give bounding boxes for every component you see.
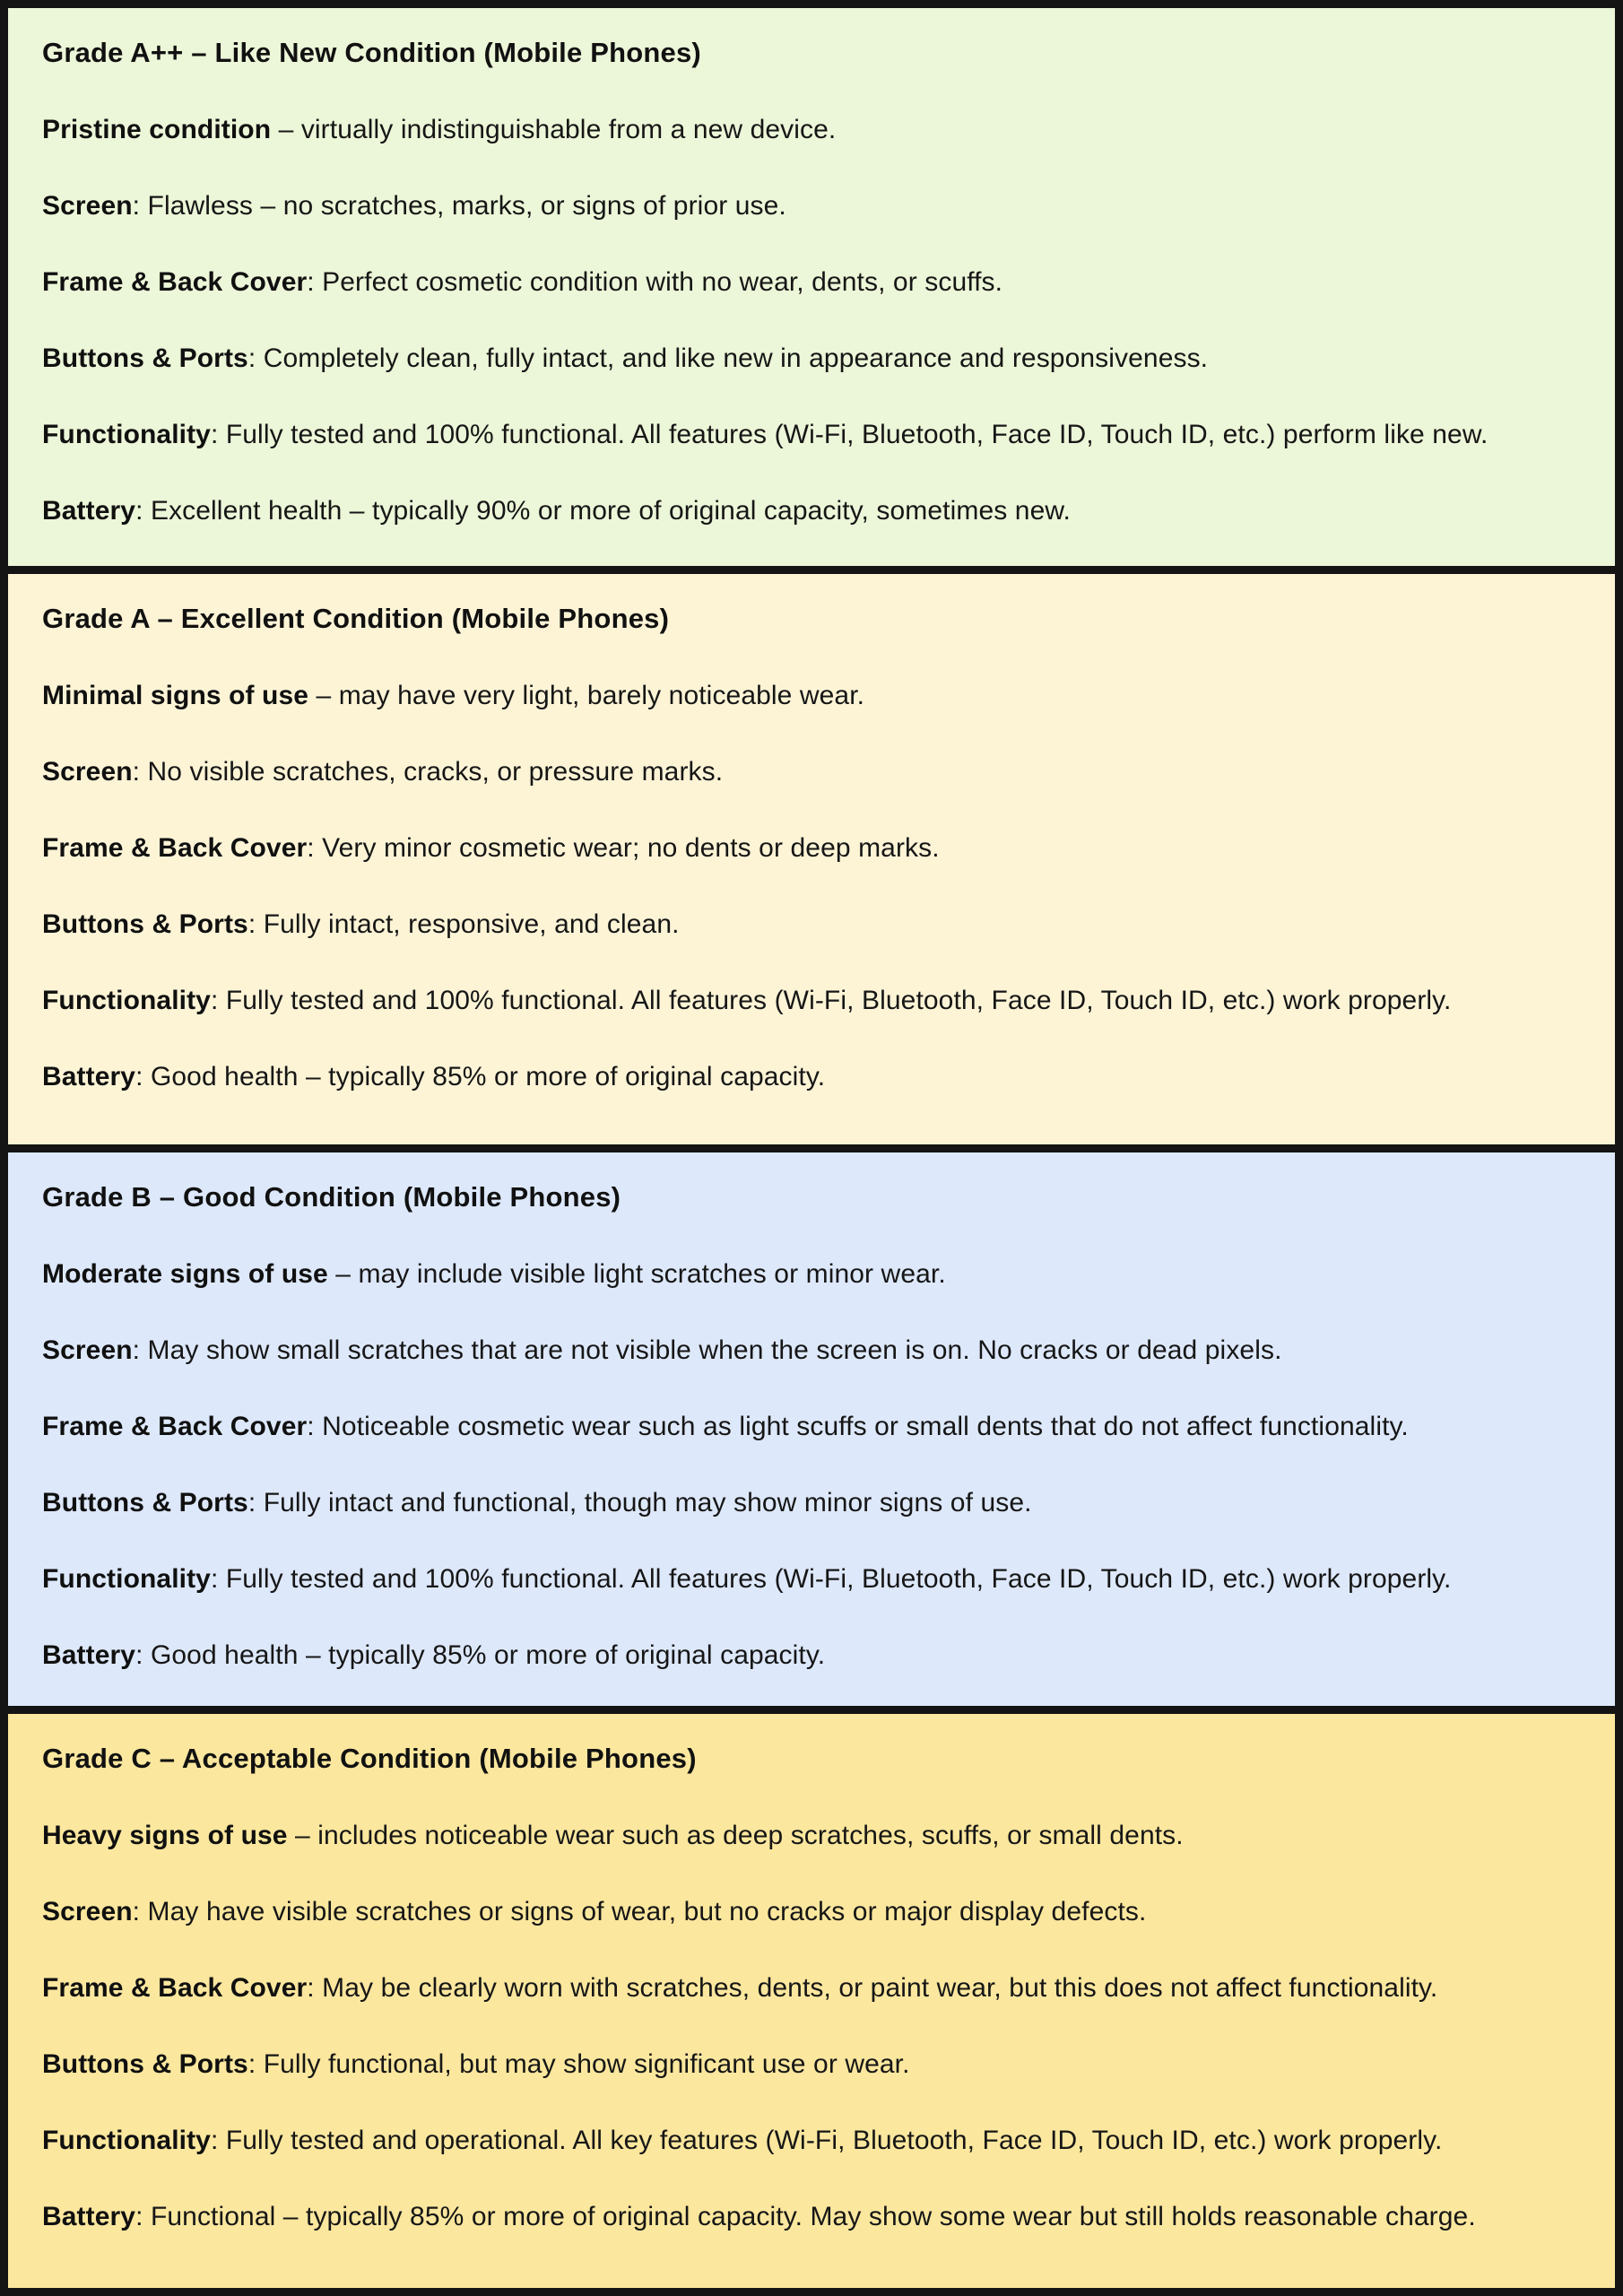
spec-label: Frame & Back Cover xyxy=(42,833,308,863)
spec-label: Buttons & Ports xyxy=(42,2049,248,2079)
section-title: Grade B – Good Condition (Mobile Phones) xyxy=(42,1181,621,1213)
spec-text: Good health – typically 85% or more of original capacity. xyxy=(150,1062,826,1091)
spec-separator: : xyxy=(135,1062,151,1091)
spec-label: Pristine condition xyxy=(42,115,272,144)
spec-separator: : xyxy=(307,1973,323,2003)
spec-label: Screen xyxy=(42,757,133,787)
spec-label: Buttons & Ports xyxy=(42,344,248,373)
spec-separator: : xyxy=(210,986,226,1015)
spec-label: Frame & Back Cover xyxy=(42,1412,308,1441)
spec-label: Battery xyxy=(42,496,136,526)
spec-line-battery xyxy=(42,497,1581,525)
spec-label: Functionality xyxy=(42,420,211,449)
spec-line-functionality xyxy=(42,2126,1581,2154)
spec-label: Frame & Back Cover xyxy=(42,267,308,297)
spec-label: Functionality xyxy=(42,1564,211,1594)
spec-separator: : xyxy=(247,1488,264,1518)
spec-line-functionality xyxy=(42,987,1581,1014)
spec-label: Minimal signs of use xyxy=(42,681,309,710)
spec-separator: : xyxy=(135,1640,151,1670)
spec-text: Fully tested and 100% functional. All features (Wi-Fi, Bluetooth, Face ID, Touch ID, etc.) perform like new. xyxy=(225,420,1488,449)
section-title: Grade A++ – Like New Condition (Mobile Phones) xyxy=(42,37,701,68)
spec-line-buttons xyxy=(42,1489,1581,1517)
spec-line-battery xyxy=(42,1641,1581,1669)
spec-line-buttons xyxy=(42,344,1581,372)
spec-line-functionality xyxy=(42,1565,1581,1593)
spec-text: May show small scratches that are not visible when the screen is on. No cracks or dead pixels. xyxy=(147,1335,1282,1365)
spec-line-condition xyxy=(42,1822,1581,1849)
spec-line-screen xyxy=(42,1898,1581,1926)
spec-line-screen xyxy=(42,758,1581,786)
spec-line-functionality xyxy=(42,421,1581,448)
spec-line-condition xyxy=(42,1260,1581,1288)
spec-separator: : xyxy=(210,1564,226,1594)
spec-separator: : xyxy=(210,2126,226,2155)
spec-text: Fully tested and 100% functional. All features (Wi-Fi, Bluetooth, Face ID, Touch ID, etc.) work properly. xyxy=(225,986,1452,1015)
spec-label: Battery xyxy=(42,1640,136,1670)
spec-label: Screen xyxy=(42,1335,133,1365)
spec-text: Functional – typically 85% or more of original capacity. May show some wear but still holds reasonable charge. xyxy=(150,2202,1476,2231)
spec-separator: : xyxy=(307,1412,323,1441)
spec-line-screen xyxy=(42,192,1581,220)
spec-text: Fully intact and functional, though may show minor signs of use. xyxy=(263,1488,1032,1518)
spec-separator: : xyxy=(135,2202,151,2231)
spec-text: Good health – typically 85% or more of original capacity. xyxy=(150,1640,826,1670)
spec-label: Screen xyxy=(42,191,133,221)
spec-line-battery xyxy=(42,1063,1581,1091)
grade-section-c xyxy=(8,1714,1615,2288)
spec-separator: : xyxy=(247,909,264,939)
grade-section-a-plus-plus xyxy=(8,8,1615,566)
spec-separator: : xyxy=(135,496,151,526)
spec-separator: : xyxy=(132,191,148,221)
spec-text: may include visible light scratches or minor wear. xyxy=(358,1259,946,1289)
spec-text: Excellent health – typically 90% or more of original capacity, sometimes new. xyxy=(150,496,1071,526)
spec-label: Buttons & Ports xyxy=(42,909,248,939)
spec-label: Screen xyxy=(42,1897,133,1926)
spec-text: Perfect cosmetic condition with no wear, dents, or scuffs. xyxy=(322,267,1003,297)
spec-text: Fully functional, but may show significant use or wear. xyxy=(263,2049,910,2079)
spec-separator: – xyxy=(308,681,339,710)
spec-label: Functionality xyxy=(42,986,211,1015)
spec-separator: : xyxy=(307,833,323,863)
spec-text: No visible scratches, cracks, or pressure marks. xyxy=(147,757,724,787)
spec-label: Heavy signs of use xyxy=(42,1821,288,1850)
spec-line-condition xyxy=(42,116,1581,144)
spec-separator: : xyxy=(247,2049,264,2079)
spec-text: Fully tested and operational. All key features (Wi-Fi, Bluetooth, Face ID, Touch ID, etc.) work properly. xyxy=(225,2126,1443,2155)
spec-text: May have visible scratches or signs of wear, but no cracks or major display defects. xyxy=(147,1897,1147,1926)
grade-section-b xyxy=(8,1152,1615,1706)
spec-line-buttons xyxy=(42,910,1581,938)
spec-separator: – xyxy=(271,115,301,144)
section-title: Grade A – Excellent Condition (Mobile Phones) xyxy=(42,603,670,634)
section-title: Grade C – Acceptable Condition (Mobile Phones) xyxy=(42,1743,697,1774)
spec-separator: – xyxy=(287,1821,318,1850)
spec-text: virtually indistinguishable from a new device. xyxy=(300,115,837,144)
spec-text: Noticeable cosmetic wear such as light scuffs or small dents that do not affect functionality. xyxy=(322,1412,1409,1441)
spec-separator: : xyxy=(132,757,148,787)
spec-separator: : xyxy=(247,344,264,373)
spec-line-screen xyxy=(42,1336,1581,1364)
spec-text: Flawless – no scratches, marks, or signs of prior use. xyxy=(147,191,786,221)
spec-label: Battery xyxy=(42,2202,136,2231)
spec-label: Frame & Back Cover xyxy=(42,1973,308,2003)
spec-line-battery xyxy=(42,2203,1581,2231)
spec-label: Functionality xyxy=(42,2126,211,2155)
spec-text: May be clearly worn with scratches, dents, or paint wear, but this does not affect functionality. xyxy=(322,1973,1438,2003)
spec-separator: : xyxy=(132,1897,148,1926)
spec-label: Battery xyxy=(42,1062,136,1091)
spec-separator: – xyxy=(327,1259,359,1289)
spec-text: Very minor cosmetic wear; no dents or deep marks. xyxy=(322,833,940,863)
spec-label: Buttons & Ports xyxy=(42,1488,248,1518)
spec-label: Moderate signs of use xyxy=(42,1259,328,1289)
spec-separator: : xyxy=(210,420,226,449)
spec-line-frame xyxy=(42,268,1581,296)
spec-text: Fully intact, responsive, and clean. xyxy=(263,909,680,939)
spec-line-frame xyxy=(42,834,1581,862)
grade-section-a xyxy=(8,574,1615,1144)
spec-text: may have very light, barely noticeable wear. xyxy=(338,681,865,710)
spec-separator: : xyxy=(132,1335,148,1365)
spec-text: Completely clean, fully intact, and like new in appearance and responsiveness. xyxy=(263,344,1209,373)
spec-line-frame xyxy=(42,1974,1581,2002)
spec-text: includes noticeable wear such as deep scratches, scuffs, or small dents. xyxy=(317,1821,1184,1850)
spec-separator: : xyxy=(307,267,323,297)
spec-line-buttons xyxy=(42,2050,1581,2078)
spec-line-condition xyxy=(42,682,1581,709)
spec-line-frame xyxy=(42,1413,1581,1440)
spec-text: Fully tested and 100% functional. All features (Wi-Fi, Bluetooth, Face ID, Touch ID, etc.) work properly. xyxy=(225,1564,1452,1594)
